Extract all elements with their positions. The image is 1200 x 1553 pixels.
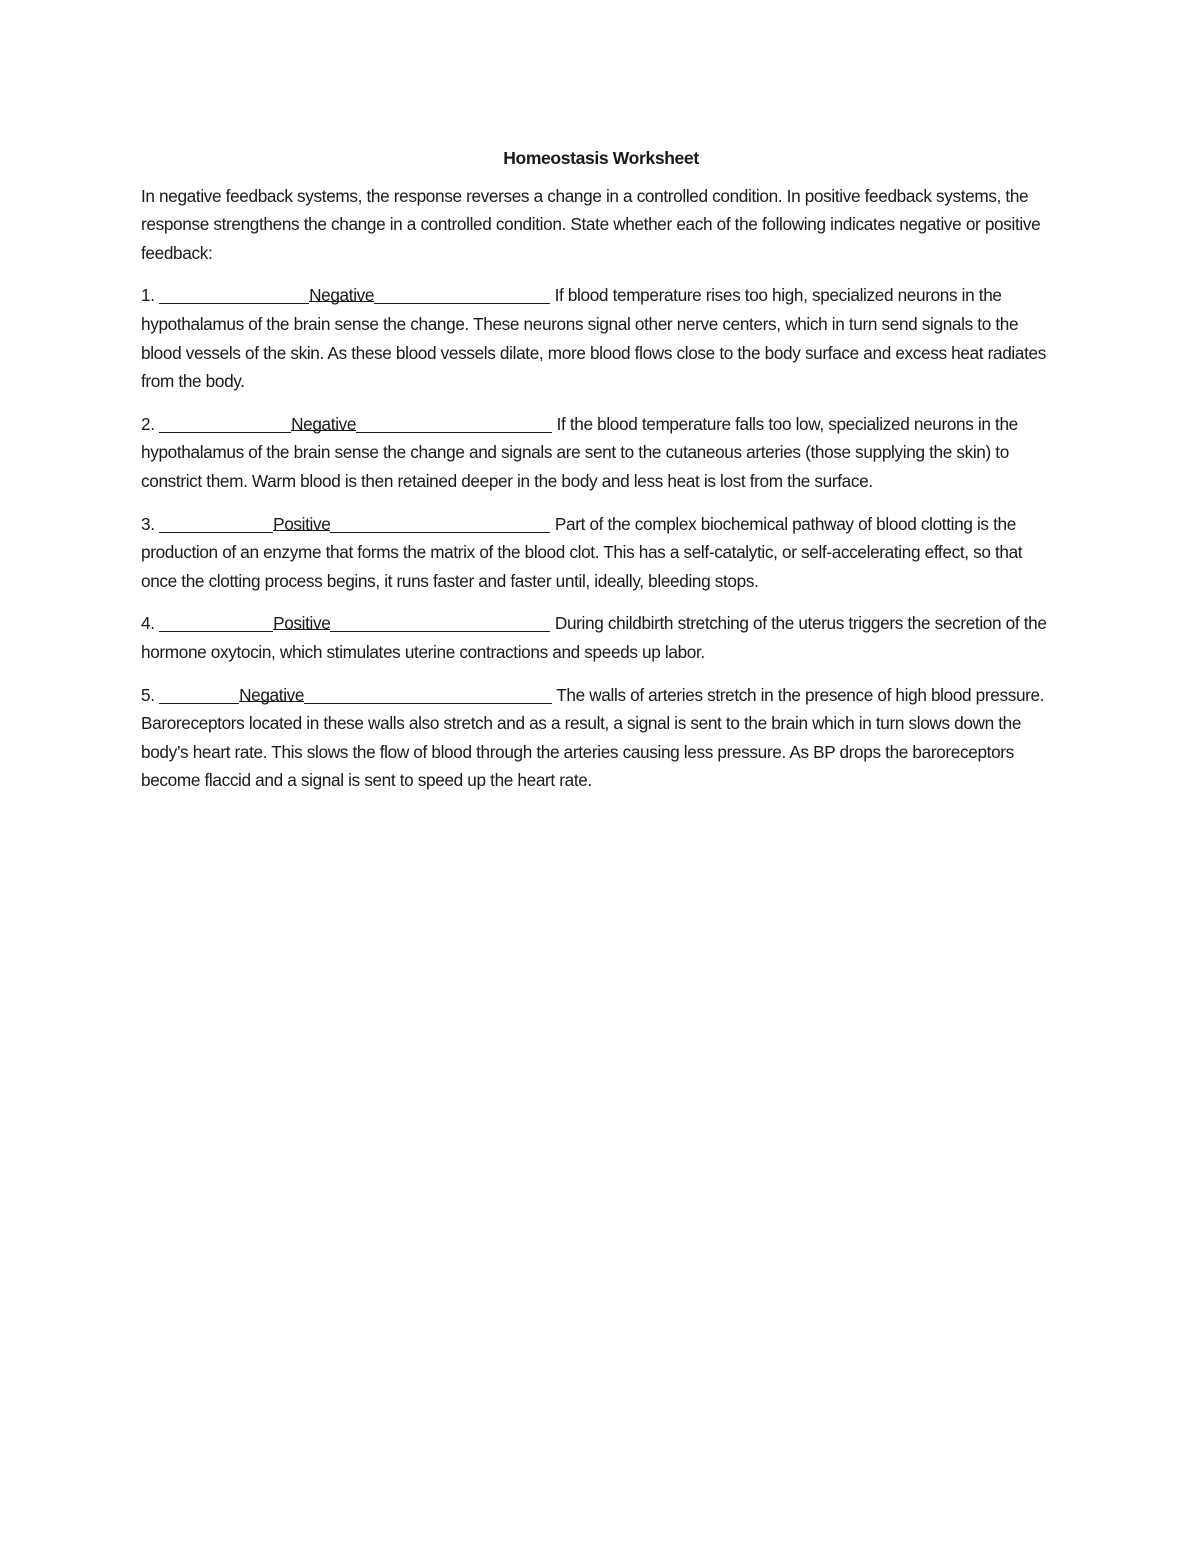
- question-text: If the blood temperature falls too low, specialized neurons in the hypothalamus of the brain sense the change and signals are sent to the cutaneous arteries (those supplying the skin) to constrict them. Warm blood is then retained deeper in the body and less heat is lost from the surface.: [141, 413, 1018, 491]
- question-1: [141, 281, 1061, 395]
- page-title: Homeostasis Worksheet: [503, 148, 699, 168]
- answer-text: Negative: [291, 410, 356, 431]
- answer-blank-after: [304, 683, 552, 704]
- answer-blank-before: [159, 283, 309, 304]
- question-number: 1.: [141, 285, 155, 306]
- question-text: During childbirth stretching of the uterus triggers the secretion of the hormone oxytocin, which stimulates uterine contractions and speeds up labor.: [141, 613, 1047, 662]
- answer-text: Positive: [273, 510, 330, 531]
- question-text: Part of the complex biochemical pathway of blood clotting is the production of an enzyme that forms the matrix of the blood clot. This has a self-catalytic, or self-accelerating effect, so that once the clotting process begins, it runs faster and faster until, ideally, bleeding stops.: [141, 513, 1023, 591]
- question-text: If blood temperature rises too high, specialized neurons in the hypothalamus of the brain sense the change. These neurons signal other nerve centers, which in turn send signals to the blood vessels of the skin. As these blood vessels dilate, more blood flows close to the body surface and excess heat radiates from the body.: [141, 285, 1046, 392]
- question-text: The walls of arteries stretch in the presence of high blood pressure. Baroreceptors located in these walls also stretch and as a result, a signal is sent to the brain which in turn slows down the body’s heart rate. This slows the flow of blood through the arteries causing less pressure. As BP drops the baroreceptors become flaccid and a signal is sent to speed up the heart rate.: [141, 684, 1045, 791]
- answer-blank-before: [159, 412, 291, 433]
- question-4: [141, 609, 1061, 666]
- answer-blank-after: [330, 611, 550, 632]
- answer-blank-after: [374, 283, 550, 304]
- answer-blank-after: [356, 412, 552, 433]
- question-2: [141, 410, 1061, 496]
- question-number: 5.: [141, 684, 155, 705]
- question-number: 2.: [141, 413, 155, 434]
- intro-paragraph: In negative feedback systems, the response reverses a change in a controlled condition. In positive feedback systems, the response strengthens the change in a controlled condition. State whether each of the following indicates negative or positive feedback:: [141, 185, 1041, 263]
- question-number: 3.: [141, 513, 155, 534]
- answer-text: Positive: [273, 609, 330, 630]
- question-number: 4.: [141, 613, 155, 634]
- answer-text: Negative: [309, 281, 374, 302]
- answer-blank-after: [330, 512, 550, 533]
- answer-blank-before: [159, 512, 273, 533]
- answer-blank-before: [159, 611, 273, 632]
- worksheet-page: [141, 140, 1061, 809]
- question-3: [141, 510, 1061, 596]
- answer-text: Negative: [239, 681, 304, 702]
- question-5: [141, 681, 1061, 795]
- answer-blank-before: [159, 683, 239, 704]
